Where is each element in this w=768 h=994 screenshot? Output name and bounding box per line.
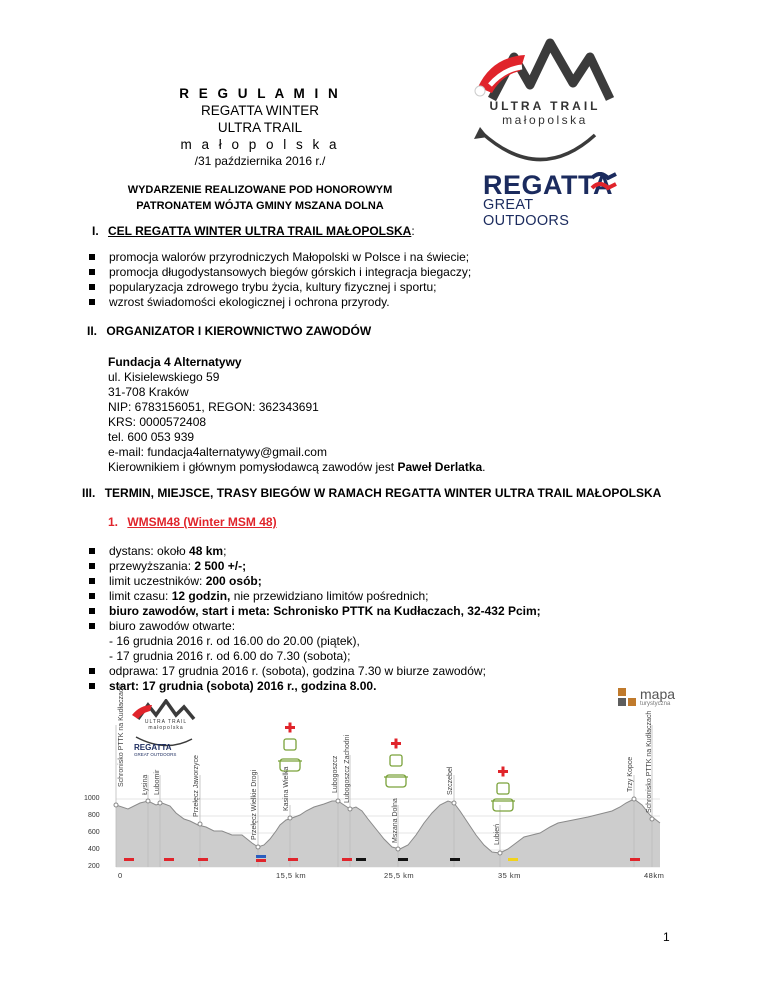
event-name-line3: m a ł o p o l s k a xyxy=(180,137,340,152)
waypoint-label: Schronisko PTTK na Kudłaczach xyxy=(646,710,653,813)
organizer-email[interactable]: e-mail: fundacja4alternatywy@gmail.com xyxy=(108,445,327,459)
y-tick-label: 800 xyxy=(88,812,100,819)
waypoint-label: Łysina xyxy=(142,774,149,795)
organizer-address: ul. Kisielewskiego 59 xyxy=(108,370,220,384)
race-number: 1. xyxy=(108,515,119,529)
office-open-day2: - 17 grudnia 2016 r. od 6.00 do 7.30 (sobota); xyxy=(109,649,351,663)
participants-label: limit uczestników: xyxy=(109,574,206,588)
great-outdoors-text: GREAT OUTDOORS xyxy=(483,197,570,229)
ultra-trail-text: ULTRA TRAIL xyxy=(489,99,601,113)
waypoint-label: Schronisko PTTK na Kudłaczach xyxy=(118,684,125,787)
goals-list xyxy=(87,250,687,310)
y-tick-label: 1000 xyxy=(84,795,100,802)
event-name-line1: REGATTA WINTER xyxy=(201,103,319,118)
list-item: start: 17 grudnia (sobota) 2016 r., godzina 8.00. xyxy=(87,679,707,694)
document-title-block xyxy=(150,85,370,169)
page-number: 1 xyxy=(663,930,670,944)
ultra-trail-logo xyxy=(470,35,620,165)
list-item xyxy=(87,574,707,589)
list-item xyxy=(87,619,707,664)
list-item: odprawa: 17 grudnia 2016 r. (sobota), godzina 7.30 w biurze zawodów; xyxy=(87,664,707,679)
document-title: R E G U L A M I N xyxy=(179,86,341,101)
organizer-block xyxy=(108,355,608,475)
section-number: II. xyxy=(87,324,98,338)
list-item xyxy=(87,589,707,604)
regatta-logo xyxy=(483,170,623,229)
waypoint-label: Przełęcz Jaworzyce xyxy=(193,755,200,817)
race-title: WMSM48 (Winter MSM 48) xyxy=(127,515,277,529)
event-name-line2: ULTRA TRAIL xyxy=(217,120,303,135)
mapa-text: mapa xyxy=(640,686,676,702)
list-item xyxy=(87,559,707,574)
x-tick-label: 48km xyxy=(644,871,665,880)
participants-value: 200 osób; xyxy=(205,574,262,588)
section-3-heading xyxy=(82,486,661,500)
regatta-wave-icon xyxy=(590,172,618,194)
section-title: CEL REGATTA WINTER ULTRA TRAIL MAŁOPOLSKA xyxy=(108,224,412,238)
section-1-heading xyxy=(92,224,415,238)
time-value: 12 godzin, xyxy=(171,589,231,603)
waypoint-label: Szczebel xyxy=(447,766,454,795)
list-item xyxy=(87,544,707,559)
office-open-day1: - 16 grudnia 2016 r. od 16.00 do 20.00 (piątek), xyxy=(109,634,360,648)
waypoint-label: Mszana Dolna xyxy=(392,798,399,843)
list-item: popularyzacja zdrowego trybu życia, kultury fizycznej i sportu; xyxy=(87,280,687,295)
section-number: I. xyxy=(92,224,99,238)
section-number: III. xyxy=(82,486,96,500)
time-label: limit czasu: xyxy=(109,589,172,603)
climb-value: 2 500 +/-; xyxy=(194,559,247,573)
document-date: /31 października 2016 r./ xyxy=(194,154,326,168)
lead-name: Paweł Derlatka xyxy=(397,460,483,474)
distance-label: dystans: około xyxy=(109,544,190,558)
race-subheading xyxy=(108,515,277,529)
waypoint-label: Kasina Wielka xyxy=(283,766,290,811)
list-item: biuro zawodów, start i meta: Schronisko PTTK na Kudłaczach, 32-432 Pcim; xyxy=(87,604,707,619)
chart-logo-text: ULTRA TRAIL xyxy=(144,719,188,725)
regatta-wordmark: REGATTA xyxy=(483,170,613,200)
chart-regatta-text: REGATTA xyxy=(134,743,172,752)
organizer-krs: KRS: 0000572408 xyxy=(108,415,207,429)
office-open-label: biuro zawodów otwarte: xyxy=(109,619,236,633)
y-tick-label: 600 xyxy=(88,829,100,836)
distance-value: 48 km xyxy=(189,544,224,558)
honorary-line1: WYDARZENIE REALIZOWANE POD HONOROWYM xyxy=(127,184,393,196)
waypoint-label: Lubomir xyxy=(154,769,161,795)
organizer-name: Fundacja 4 Alternatywy xyxy=(108,355,242,369)
y-tick-label: 200 xyxy=(88,863,100,870)
section-colon: : xyxy=(411,224,415,238)
race-details-list xyxy=(87,544,707,694)
distance-end: ; xyxy=(223,544,227,558)
organizer-nip: NIP: 6783156051, REGON: 362343691 xyxy=(108,400,319,414)
waypoint-label: Trzy Kopce xyxy=(627,756,634,792)
list-item: promocja długodystansowych biegów górskich i integracja biegaczy; xyxy=(87,265,687,280)
time-note: nie przewidziano limitów pośrednich; xyxy=(230,589,429,603)
organizer-lead xyxy=(108,460,608,475)
list-item: wzrost świadomości ekologicznej i ochrona przyrody. xyxy=(87,295,687,310)
lead-text: Kierownikiem i głównym pomysłodawcą zawodów jest xyxy=(108,460,398,474)
organizer-phone: tel. 600 053 939 xyxy=(108,430,195,444)
waypoint-label: Lubogoszcz xyxy=(332,755,339,793)
y-tick-label: 400 xyxy=(88,846,100,853)
section-title: ORGANIZATOR I KIEROWNICTWO ZAWODÓW xyxy=(106,324,372,338)
climb-label: przewyższania: xyxy=(109,559,195,573)
x-tick-label: 0 xyxy=(118,871,123,880)
turystyczna-text: turystyczna xyxy=(640,701,671,707)
section-title: TERMIN, MIEJSCE, TRASY BIEGÓW W RAMACH REGATTA WINTER ULTRA TRAIL MAŁOPOLSKA xyxy=(104,486,662,500)
chart-ultra-trail-logo xyxy=(126,699,206,757)
organizer-city: 31-708 Kraków xyxy=(108,385,189,399)
x-tick-label: 15,5 km xyxy=(276,871,307,880)
list-item: promocja walorów przyrodniczych Małopolski w Polsce i na świecie; xyxy=(87,250,687,265)
waypoint-label: Lubogoszcz Zachodni xyxy=(344,734,351,803)
x-tick-label: 25,5 km xyxy=(384,871,415,880)
honorary-line2: PATRONATEM WÓJTA GMINY MSZANA DOLNA xyxy=(136,200,384,212)
x-tick-label: 35 km xyxy=(498,871,521,880)
section-2-heading xyxy=(87,324,371,338)
chart-great-outdoors-text: GREAT OUTDOORS xyxy=(134,752,177,757)
lead-end: . xyxy=(482,460,486,474)
honorary-patronage xyxy=(115,182,405,214)
chart-logo-subtext: małopolska xyxy=(148,725,184,731)
waypoint-label: Lubień xyxy=(494,823,501,845)
waypoint-label: Przełęcz Wielkie Drogi xyxy=(251,769,258,840)
malopolska-text: małopolska xyxy=(502,113,588,127)
